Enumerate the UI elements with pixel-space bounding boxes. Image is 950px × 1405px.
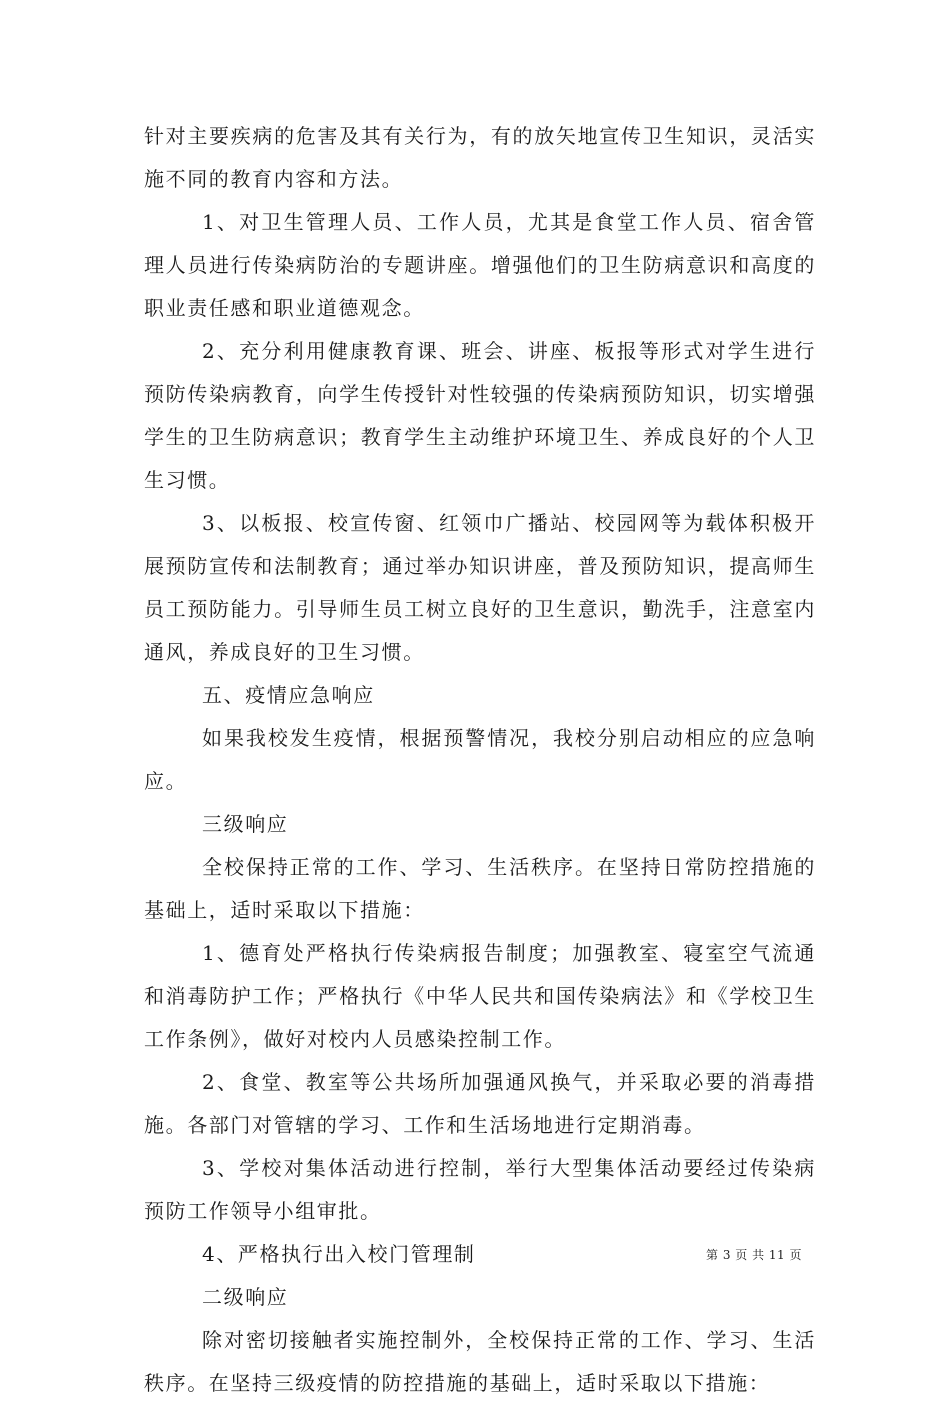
paragraph: 3、以板报、校宣传窗、红领巾广播站、校园网等为载体积极开展预防宣传和法制教育；通过举办知识讲座，普及预防知识，提高师生员工预防能力。引导师生员工树立良好的卫生意识，勤洗手，注意室内通风，养成良好的卫生习惯。: [144, 511, 816, 664]
subsection-heading: 三级响应: [202, 812, 289, 836]
paragraph: 1、对卫生管理人员、工作人员，尤其是食堂工作人员、宿舍管理人员进行传染病防治的专题讲座。增强他们的卫生防病意识和高度的职业责任感和职业道德观念。: [144, 210, 816, 320]
paragraph: 如果我校发生疫情，根据预警情况，我校分别启动相应的应急响应。: [144, 726, 816, 793]
document-page: [144, 115, 816, 1405]
paragraph: 3、学校对集体活动进行控制，举行大型集体活动要经过传染病预防工作领导小组审批。: [144, 1156, 816, 1223]
section-heading: 五、疫情应急响应: [202, 683, 375, 707]
paragraph: 1、德育处严格执行传染病报告制度；加强教室、寝室空气流通和消毒防护工作；严格执行《中华人民共和国传染病法》和《学校卫生工作条例》，做好对校内人员感染控制工作。: [144, 941, 816, 1051]
subsection-heading: 二级响应: [202, 1285, 289, 1309]
paragraph: 4、严格执行出入校门管理制: [202, 1242, 476, 1266]
paragraph: 除对密切接触者实施控制外，全校保持正常的工作、学习、生活秩序。在坚持三级疫情的防控措施的基础上，适时采取以下措施：: [144, 1328, 816, 1395]
paragraph: 2、充分利用健康教育课、班会、讲座、板报等形式对学生进行预防传染病教育，向学生传授针对性较强的传染病预防知识，切实增强学生的卫生防病意识；教育学生主动维护环境卫生、养成良好的个人卫生习惯。: [144, 339, 816, 492]
paragraph: 针对主要疾病的危害及其有关行为，有的放矢地宣传卫生知识，灵活实施不同的教育内容和方法。: [144, 124, 816, 191]
paragraph: 2、食堂、教室等公共场所加强通风换气，并采取必要的消毒措施。各部门对管辖的学习、工作和生活场地进行定期消毒。: [144, 1070, 816, 1137]
paragraph: 全校保持正常的工作、学习、生活秩序。在坚持日常防控措施的基础上，适时采取以下措施：: [144, 855, 816, 922]
page-number-footer: 第 3 页 共 11 页: [706, 1248, 802, 1262]
